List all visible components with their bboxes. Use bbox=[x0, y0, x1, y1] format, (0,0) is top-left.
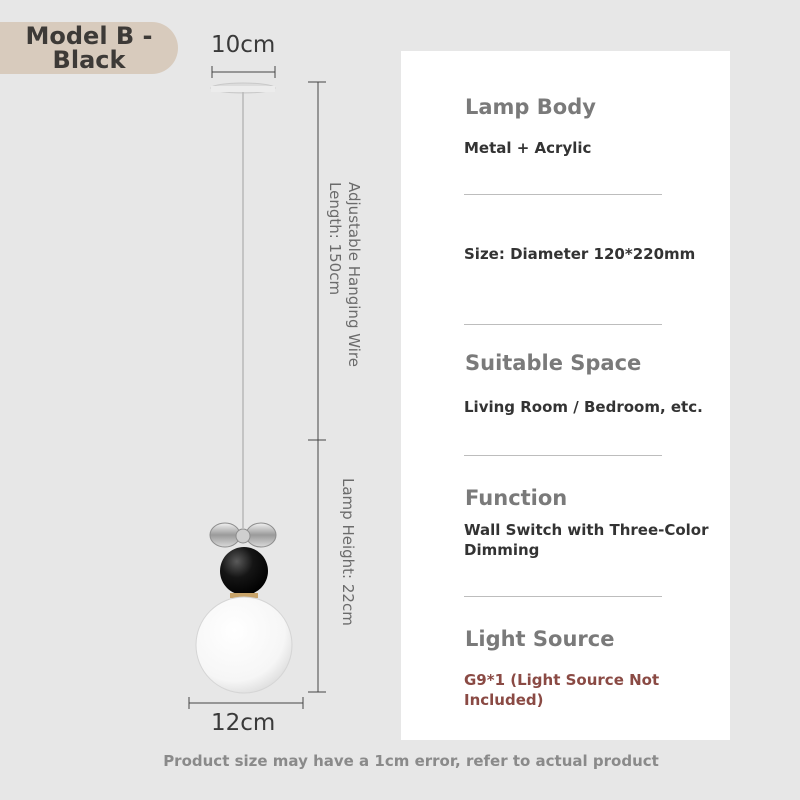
chrome-bow-knot bbox=[236, 529, 250, 543]
canopy-width-label: 10cm bbox=[211, 32, 276, 58]
spec-value-suitable-space: Living Room / Bedroom, etc. bbox=[464, 398, 703, 416]
wire-length-label bbox=[325, 182, 363, 367]
spec-heading-light-source: Light Source bbox=[465, 627, 615, 651]
spec-panel bbox=[401, 51, 730, 740]
black-sphere bbox=[220, 547, 268, 595]
globe-width-label: 12cm bbox=[211, 710, 276, 736]
spec-heading-lamp-body: Lamp Body bbox=[465, 95, 596, 119]
spec-value-lamp-body: Metal + Acrylic bbox=[464, 139, 592, 157]
wire-length-line1: Adjustable Hanging Wire bbox=[345, 182, 363, 367]
lamp-height-label: Lamp Height: 22cm bbox=[339, 478, 357, 626]
size-error-note: Product size may have a 1cm error, refer to actual product bbox=[163, 752, 659, 770]
model-badge-line2: Black bbox=[52, 46, 126, 74]
chrome-bow-right bbox=[246, 523, 276, 547]
spec-value-light-source: G9*1 (Light Source Not Included) bbox=[464, 671, 660, 709]
ceiling-canopy-base bbox=[211, 86, 275, 92]
spec-divider bbox=[464, 194, 662, 195]
model-badge-line1: Model B - bbox=[25, 22, 153, 50]
spec-heading-suitable-space: Suitable Space bbox=[465, 351, 642, 375]
spec-divider bbox=[464, 324, 662, 325]
spec-value-function: Wall Switch with Three-Color Dimming bbox=[464, 521, 709, 559]
wire-length-line2: Length: 150cm bbox=[326, 182, 344, 296]
spec-divider bbox=[464, 455, 662, 456]
white-globe bbox=[196, 597, 292, 693]
spec-divider bbox=[464, 596, 662, 597]
spec-heading-function: Function bbox=[465, 486, 568, 510]
chrome-bow-left bbox=[210, 523, 240, 547]
spec-value-size: Size: Diameter 120*220mm bbox=[464, 245, 696, 263]
